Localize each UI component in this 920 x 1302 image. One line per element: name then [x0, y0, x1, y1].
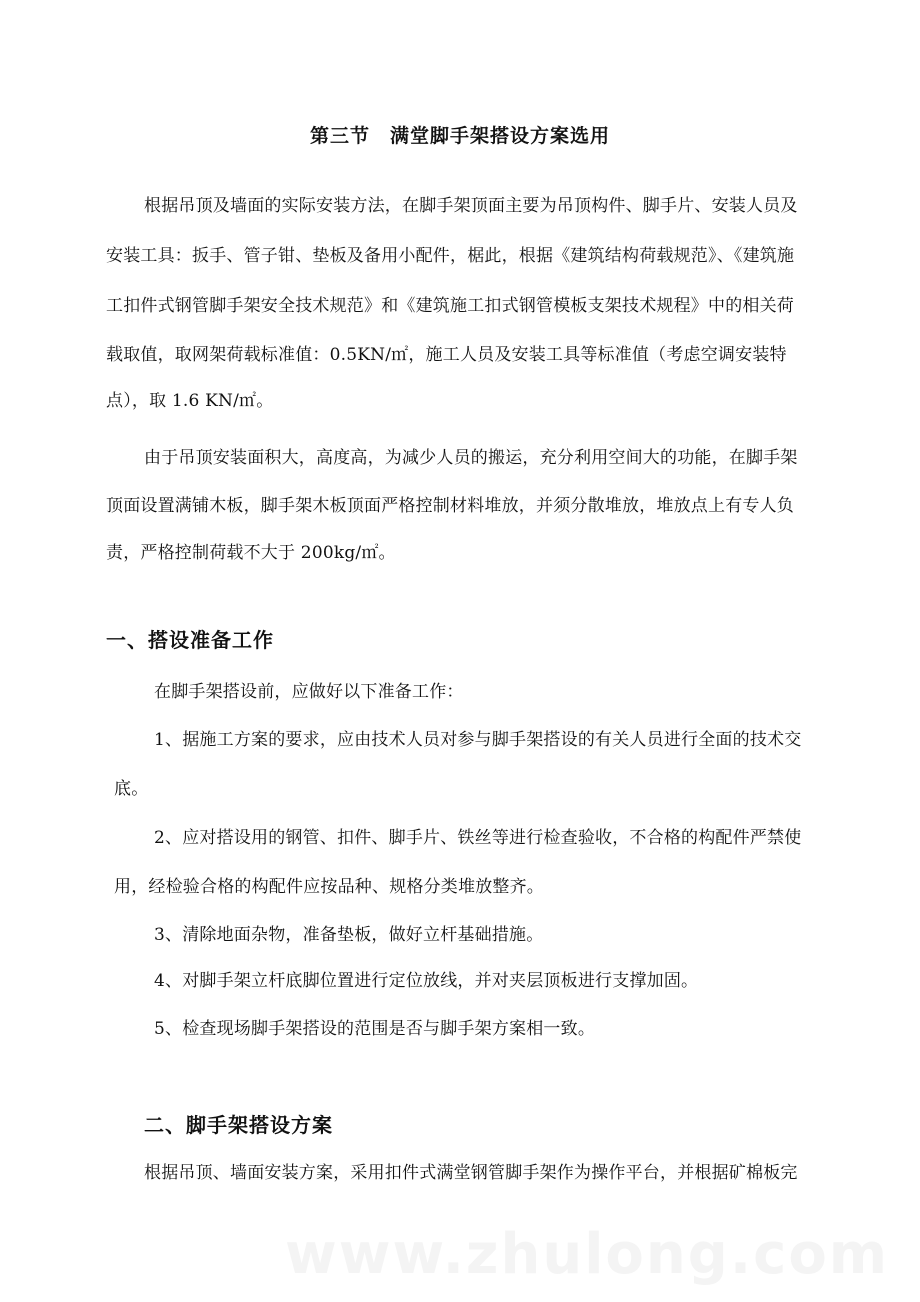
intro-para1-line: 工扣件式钢管脚手架安全技术规范》和《建筑施工扣式钢管模板支架技术规程》中的相关荷: [106, 296, 794, 316]
section1-item3: 3、清除地面杂物，准备垫板，做好立杆基础措施。: [154, 925, 544, 945]
section-title: 第三节 满堂脚手架搭设方案选用: [309, 125, 610, 147]
watermark: www.zhulong.com: [285, 1222, 890, 1287]
section1-heading: 一、搭设准备工作: [106, 628, 274, 652]
intro-para2-line: 责，严格控制荷载不大于 200kg/㎡。: [106, 543, 396, 563]
section2-line: 根据吊顶、墙面安装方案，采用扣件式满堂钢管脚手架作为操作平台，并根据矿棉板完: [144, 1163, 798, 1183]
intro-para2-line: 由于吊顶安装面积大，高度高，为减少人员的搬运，充分利用空间大的功能，在脚手架: [144, 448, 798, 468]
section1-item2-line: 2、应对搭设用的钢管、扣件、脚手片、铁丝等进行检查验收，不合格的构配件严禁使: [154, 828, 802, 848]
section1-item1-line: 1、据施工方案的要求，应由技术人员对参与脚手架搭设的有关人员进行全面的技术交: [154, 730, 802, 750]
section1-item5: 5、检查现场脚手架搭设的范围是否与脚手架方案相一致。: [154, 1019, 596, 1039]
intro-para1-line: 根据吊顶及墙面的实际安装方法，在脚手架顶面主要为吊顶构件、脚手片、安装人员及: [144, 196, 798, 216]
intro-para1-line: 点），取 1.6 KN/㎡。: [106, 391, 274, 411]
section1-item4: 4、对脚手架立杆底脚位置进行定位放线，并对夹层顶板进行支撑加固。: [154, 971, 699, 991]
intro-para1-line: 安装工具：扳手、管子钳、垫板及备用小配件，椐此，根据《建筑结构荷载规范》、《建筑施: [106, 246, 795, 266]
section1-item1-line: 底。: [114, 779, 149, 799]
intro-para2-line: 顶面设置满铺木板，脚手架木板顶面严格控制材料堆放，并须分散堆放，堆放点上有专人负: [106, 496, 794, 516]
section2-heading: 二、脚手架搭设方案: [144, 1113, 333, 1137]
section1-item2-line: 用，经检验合格的构配件应按品种、规格分类堆放整齐。: [114, 877, 544, 897]
section1-intro: 在脚手架搭设前，应做好以下准备工作：: [154, 682, 464, 702]
intro-para1-line: 载取值，取网架荷载标准值：0.5KN/㎡，施工人员及安装工具等标准值（考虑空调安装特: [106, 345, 787, 365]
